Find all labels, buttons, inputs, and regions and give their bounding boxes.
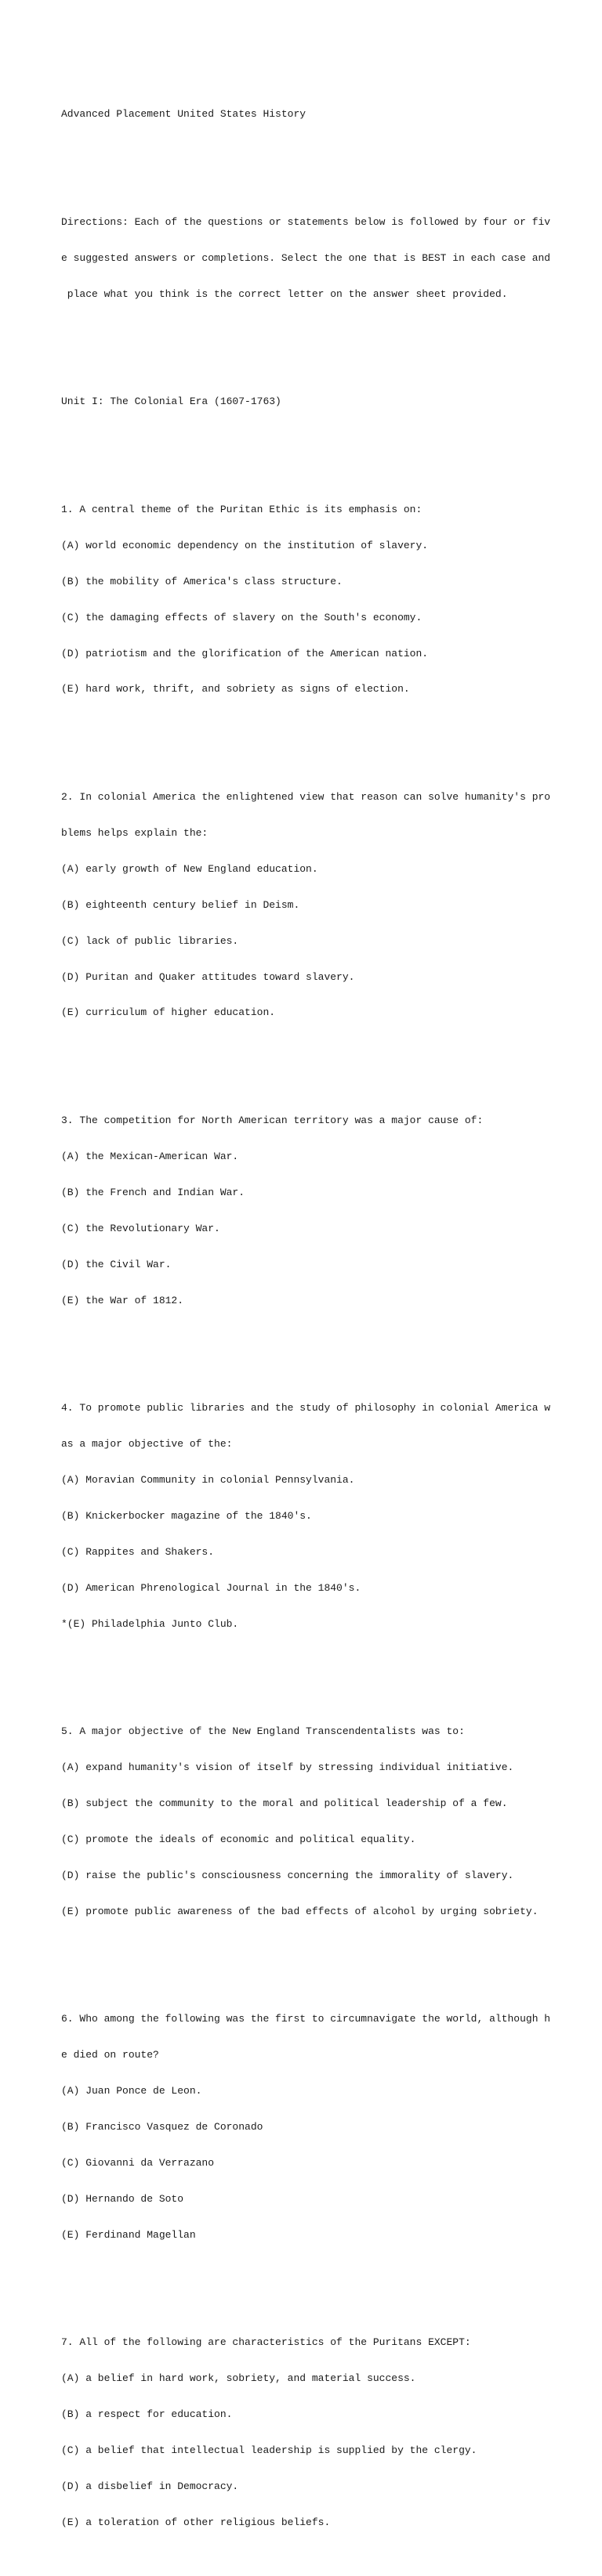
question-text: 7. All of the following are characteristics of the Puritans EXCEPT:	[61, 2336, 471, 2349]
unit-heading-block	[61, 372, 594, 432]
directions-block	[61, 192, 594, 323]
question-text: 6. Who among the following was the first to circumnavigate the world, although h	[61, 2013, 551, 2025]
directions-line: place what you think is the correct letter on the answer sheet provided.	[61, 287, 508, 300]
answer-option-d: (D) American Phrenological Journal in the 1840's.	[61, 1581, 361, 1594]
answer-option-a: (A) a belief in hard work, sobriety, and material success.	[61, 2372, 416, 2385]
answer-option-a: (A) early growth of New England education.	[61, 862, 318, 875]
question-text: 4. To promote public libraries and the study of philosophy in colonial America w	[61, 1402, 551, 1414]
answer-option-e: (E) a toleration of other religious beliefs.	[61, 2516, 331, 2528]
answer-option-d: (D) raise the public's consciousness concerning the immorality of slavery.	[61, 1869, 514, 1881]
answer-option-a: (A) expand humanity's vision of itself by stressing individual initiative.	[61, 1761, 514, 1774]
answer-option-a: (A) Moravian Community in colonial Pennsylvania.	[61, 1474, 355, 1487]
answer-option-b: (B) a respect for education.	[61, 2408, 233, 2421]
answer-option-e: (E) Ferdinand Magellan	[61, 2228, 196, 2241]
answer-option-c: (C) Giovanni da Verrazano	[61, 2156, 215, 2169]
directions-line: e suggested answers or completions. Select the one that is BEST in each case and	[61, 251, 551, 264]
question-text: 5. A major objective of the New England Transcendentalists was to:	[61, 1725, 465, 1738]
answer-option-d: (D) the Civil War.	[61, 1258, 172, 1270]
question-4	[61, 1378, 594, 1654]
question-2	[61, 768, 594, 1043]
answer-option-c: (C) the Revolutionary War.	[61, 1222, 220, 1234]
question-3	[61, 1091, 594, 1331]
unit-heading: Unit I: The Colonial Era (1607-1763)	[61, 396, 281, 408]
document-page	[61, 60, 594, 2576]
answer-option-d: (D) Hernando de Soto	[61, 2192, 184, 2205]
answer-option-b: (B) the French and Indian War.	[61, 1186, 245, 1198]
answer-option-b: (B) Knickerbocker magazine of the 1840's.	[61, 1509, 312, 1522]
question-text: blems helps explain the:	[61, 827, 209, 839]
answer-option-c: (C) the damaging effects of slavery on the South's economy.	[61, 611, 422, 623]
answer-option-d: (D) a disbelief in Democracy.	[61, 2480, 239, 2492]
answer-option-e: (E) curriculum of higher education.	[61, 1006, 276, 1019]
document-title: Advanced Placement United States History	[61, 108, 306, 121]
answer-option-c: (C) promote the ideals of economic and political equality.	[61, 1833, 416, 1845]
answer-option-e: (E) promote public awareness of the bad effects of alcohol by urging sobriety.	[61, 1905, 539, 1917]
answer-option-c: (C) a belief that intellectual leadership is supplied by the clergy.	[61, 2444, 477, 2457]
answer-option-e: (E) the War of 1812.	[61, 1294, 184, 1306]
answer-option-c: (C) lack of public libraries.	[61, 934, 239, 947]
question-text: e died on route?	[61, 2049, 159, 2061]
question-7	[61, 2313, 594, 2553]
answer-option-b: (B) the mobility of America's class structure.	[61, 575, 343, 587]
question-text: 2. In colonial America the enlightened view that reason can solve humanity's pro	[61, 791, 551, 804]
answer-option-b: (B) subject the community to the moral and political leadership of a few.	[61, 1797, 508, 1810]
answer-option-a: (A) Juan Ponce de Leon.	[61, 2085, 202, 2097]
document-title-block	[61, 85, 594, 144]
question-1	[61, 479, 594, 719]
answer-option-d: (D) Puritan and Quaker attitudes toward slavery.	[61, 970, 355, 983]
answer-option-e: (E) hard work, thrift, and sobriety as signs of election.	[61, 683, 410, 695]
answer-option-d: (D) patriotism and the glorification of the American nation.	[61, 647, 429, 659]
question-text: as a major objective of the:	[61, 1438, 233, 1451]
answer-option-c: (C) Rappites and Shakers.	[61, 1545, 215, 1558]
answer-option-a: (A) the Mexican-American War.	[61, 1151, 239, 1163]
question-6	[61, 1989, 594, 2265]
question-text: 1. A central theme of the Puritan Ethic is its emphasis on:	[61, 503, 422, 515]
question-5	[61, 1702, 594, 1942]
answer-option-b: (B) Francisco Vasquez de Coronado	[61, 2121, 263, 2133]
answer-option-a: (A) world economic dependency on the institution of slavery.	[61, 539, 429, 551]
directions-line: Directions: Each of the questions or statements below is followed by four or fiv	[61, 215, 551, 228]
question-text: 3. The competition for North American territory was a major cause of:	[61, 1115, 484, 1127]
answer-option-e: *(E) Philadelphia Junto Club.	[61, 1617, 239, 1630]
answer-option-b: (B) eighteenth century belief in Deism.	[61, 898, 300, 911]
